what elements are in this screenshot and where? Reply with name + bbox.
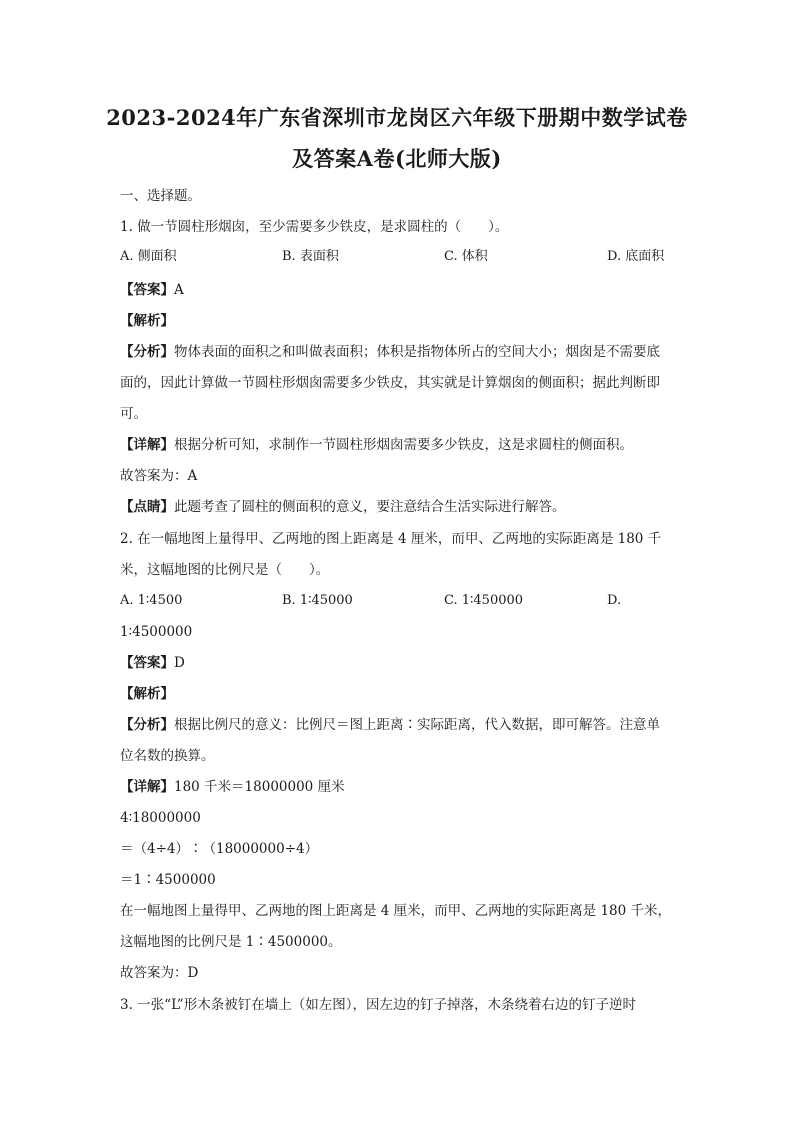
- q3-stem-line1: 3. 一张“L”形木条被钉在墙上（如左图），因左边的钉子掉落，木条绕着右边的钉子逆时: [120, 997, 636, 1013]
- xiangjie-tag: 【详解】: [120, 779, 174, 795]
- q2-analysis-tag: 【解析】: [120, 686, 174, 702]
- q2-calc-line1: 4∶18000000: [120, 810, 201, 826]
- q1-option-c: C. 体积: [444, 249, 488, 264]
- q2-fenxi-line2: 位名数的换算。: [120, 748, 215, 764]
- fenxi-tag: 【分析】: [120, 344, 174, 360]
- q2-xiangjie-text: 180 千米＝18000000 厘米: [174, 779, 345, 795]
- q1-analysis-tag: 【解析】: [120, 313, 174, 329]
- q1-fenxi-line2: 面的，因此计算做一节圆柱形烟囱需要多少铁皮，其实就是计算烟囱的侧面积；据此判断即: [120, 375, 660, 391]
- xiangjie-tag: 【详解】: [120, 437, 174, 453]
- q2-calc-line2: ＝（4÷4）∶（18000000÷4）: [120, 841, 319, 857]
- section-heading: 一、选择题。: [120, 188, 201, 204]
- q1-fenxi-line3: 可。: [120, 406, 147, 422]
- q2-option-b: B. 1∶45000: [282, 593, 353, 608]
- q1-fenxi-text1: 物体表面的面积之和叫做表面积；体积是指物体所占的空间大小；烟囱是不需要底: [174, 344, 660, 360]
- q2-option-d-continued: 1∶4500000: [120, 624, 193, 640]
- q2-final-answer: 故答案为：D: [120, 965, 199, 981]
- q2-option-d: D.: [607, 593, 622, 608]
- q1-option-b: B. 表面积: [282, 249, 339, 264]
- fenxi-tag: 【分析】: [120, 717, 174, 733]
- q2-xiangjie: [120, 777, 680, 797]
- q2-fenxi-text1: 根据比例尺的意义：比例尺＝图上距离∶实际距离，代入数据，即可解答。注意单: [174, 717, 660, 733]
- q1-dianjing: [120, 497, 680, 517]
- q1-stem: 1. 做一节圆柱形烟囱，至少需要多少铁皮，是求圆柱的（ ）。: [120, 219, 509, 235]
- q1-final-answer: 故答案为：A: [120, 468, 198, 484]
- q1-xiangjie: [120, 435, 680, 455]
- q2-option-c: C. 1∶450000: [444, 593, 524, 608]
- q2-answer: [120, 653, 680, 673]
- q1-option-d: D. 底面积: [607, 249, 665, 264]
- q2-stem-line2: 米，这幅地图的比例尺是（ ）。: [120, 562, 330, 578]
- q1-option-a: A. 侧面积: [120, 249, 177, 264]
- answer-tag: 【答案】: [120, 655, 174, 671]
- q2-answer-value: D: [174, 655, 185, 671]
- document-title-line2: 及答案A卷(北师大版): [292, 146, 502, 171]
- dianjing-tag: 【点睛】: [120, 499, 174, 515]
- q1-dianjing-text: 此题考查了圆柱的侧面积的意义，要注意结合生活实际进行解答。: [174, 499, 566, 515]
- q2-conclusion-line1: 在一幅地图上量得甲、乙两地的图上距离是 4 厘米，而甲、乙两地的实际距离是 180 千米，: [120, 903, 672, 919]
- q2-conclusion-line2: 这幅地图的比例尺是 1∶4500000。: [120, 934, 342, 950]
- q2-stem-line1: 2. 在一幅地图上量得甲、乙两地的图上距离是 4 厘米，而甲、乙两地的实际距离是 180 千: [120, 531, 662, 547]
- q1-answer: [120, 280, 680, 300]
- q1-xiangjie-text: 根据分析可知，求制作一节圆柱形烟囱需要多少铁皮，这是求圆柱的侧面积。: [174, 437, 633, 453]
- q2-fenxi-line1: [120, 715, 680, 735]
- document-title-line1: 2023-2024年广东省深圳市龙岗区六年级下册期中数学试卷: [106, 105, 688, 130]
- q2-option-a: A. 1∶4500: [120, 593, 183, 608]
- q2-calc-line3: ＝1∶4500000: [120, 872, 216, 888]
- q1-answer-value: A: [174, 282, 184, 298]
- q1-fenxi-line1: [120, 342, 680, 362]
- answer-tag: 【答案】: [120, 282, 174, 298]
